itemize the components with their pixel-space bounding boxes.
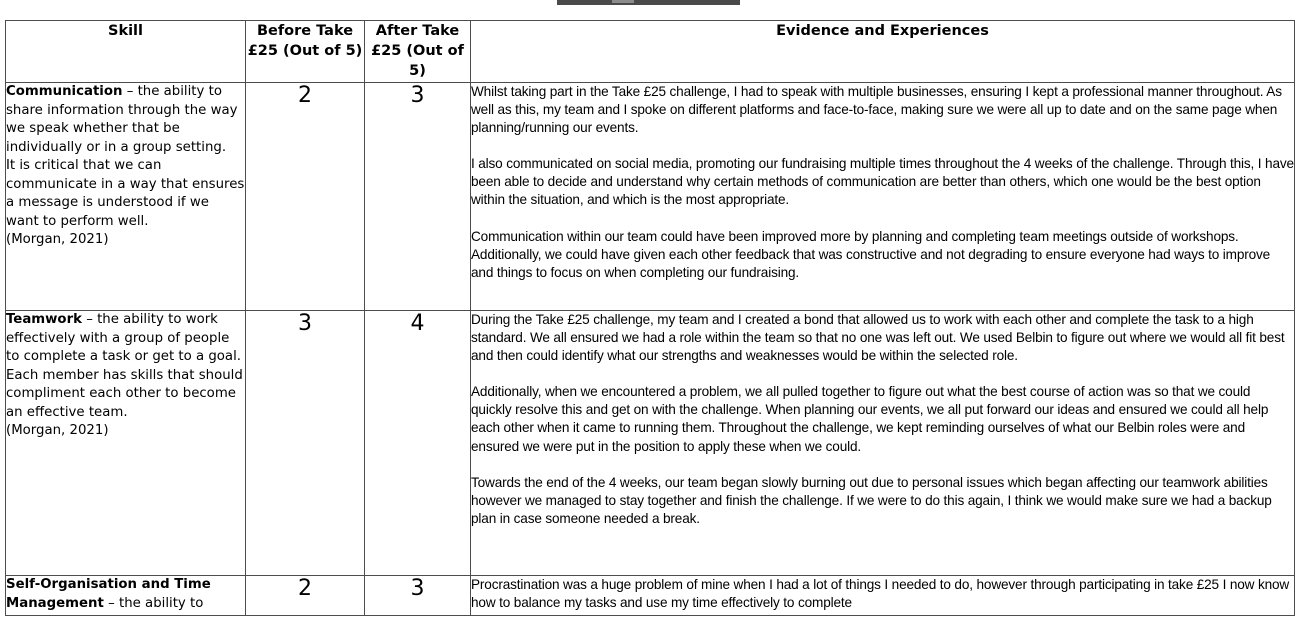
score-before: 2 bbox=[246, 83, 365, 311]
scrollbar-track[interactable] bbox=[557, 0, 740, 5]
skills-table bbox=[5, 20, 1295, 616]
evidence-paragraph: Whilst taking part in the Take £25 challenge, I had to speak with multiple businesses, ensuring I kept a professional manner throughout. As well as this, my team and I spoke on different platforms and face-to-face, making sure we were all up to date and on the same page when planning/running our events. bbox=[471, 84, 1282, 136]
evidence-cell bbox=[471, 311, 1295, 576]
skill-name: Teamwork bbox=[6, 312, 82, 327]
score-after: 3 bbox=[365, 576, 471, 616]
skill-description: – the ability to share information through the way we speak whether that be individually or in a group setting. bbox=[6, 84, 238, 155]
citation: (Morgan, 2021) bbox=[6, 423, 109, 438]
evidence-cell bbox=[471, 83, 1295, 311]
citation: (Morgan, 2021) bbox=[6, 232, 109, 247]
skill-cell bbox=[6, 576, 246, 616]
skill-cell bbox=[6, 311, 246, 576]
skill-cell bbox=[6, 83, 246, 311]
table-row bbox=[6, 576, 1295, 616]
skill-description: – the ability to work effectively with a group of people to complete a task or get to a goal. Each member has skills that should compliment each other to become an effective team. bbox=[6, 312, 243, 420]
table-row bbox=[6, 83, 1295, 311]
skill-name: Self-Organisation and Time Management bbox=[6, 577, 211, 611]
score-before: 2 bbox=[246, 576, 365, 616]
score-before: 3 bbox=[246, 311, 365, 576]
header-row bbox=[6, 21, 1295, 83]
skill-description: – the ability to bbox=[103, 595, 204, 611]
score-after: 4 bbox=[365, 311, 471, 576]
evidence-paragraph: Additionally, when we encountered a problem, we all pulled together to figure out what the best course of action was so that we could quickly resolve this and get on with the challenge. When planning our events, we all put forward our ideas and ensured we could all help each other when it came to running them. Throughout the challenge, we kept reminding ourselves of what our Belbin roles were and ensured we were put in the position to apply these when we could. bbox=[471, 384, 1269, 454]
header-evidence: Evidence and Experiences bbox=[471, 21, 1295, 83]
skill-description-extra: It is critical that we can communicate in a way that ensures a message is understood if we want to perform well. bbox=[6, 158, 245, 229]
table-row bbox=[6, 311, 1295, 576]
header-skill: Skill bbox=[6, 21, 246, 83]
evidence-cell bbox=[471, 576, 1295, 616]
header-after: After Take £25 (Out of 5) bbox=[365, 21, 471, 83]
evidence-paragraph: Towards the end of the 4 weeks, our team began slowly burning out due to personal issues which began affecting our teamwork abilities however we managed to stay together and finish the challenge. If we were to do this again, I think we would make sure we had a backup plan in case someone needed a break. bbox=[471, 474, 1272, 526]
scrollbar-thumb[interactable] bbox=[612, 0, 634, 3]
score-after: 3 bbox=[365, 83, 471, 311]
evidence-paragraph: Communication within our team could have been improved more by planning and completing team meetings outside of workshops. Additionally, we could have given each other feedback that was constructive and not degrading to ensure everyone had ways to improve and things to focus on when completing our fundraising. bbox=[471, 228, 1271, 280]
evidence-paragraph: I also communicated on social media, promoting our fundraising multiple times throughout the 4 weeks of the challenge. Through this, I have been able to decide and understand why certain methods of communication are better than others, which one would be the best option within the situation, and which is the most appropriate. bbox=[471, 156, 1294, 208]
header-before: Before Take £25 (Out of 5) bbox=[246, 21, 365, 83]
evidence-paragraph: Procrastination was a huge problem of mine when I had a lot of things I needed to do, however through participating in take £25 I now know how to balance my tasks and use my time effectively to complete bbox=[471, 577, 1290, 611]
skill-name: Communication bbox=[6, 84, 123, 99]
evidence-paragraph: During the Take £25 challenge, my team and I created a bond that allowed us to work with each other and complete the task to a high standard. We all ensured we had a role within the team so that no one was left out. We used Belbin to figure out where we would all fit best and then could identify what our strengths and weaknesses would be within the selected role. bbox=[471, 312, 1285, 364]
